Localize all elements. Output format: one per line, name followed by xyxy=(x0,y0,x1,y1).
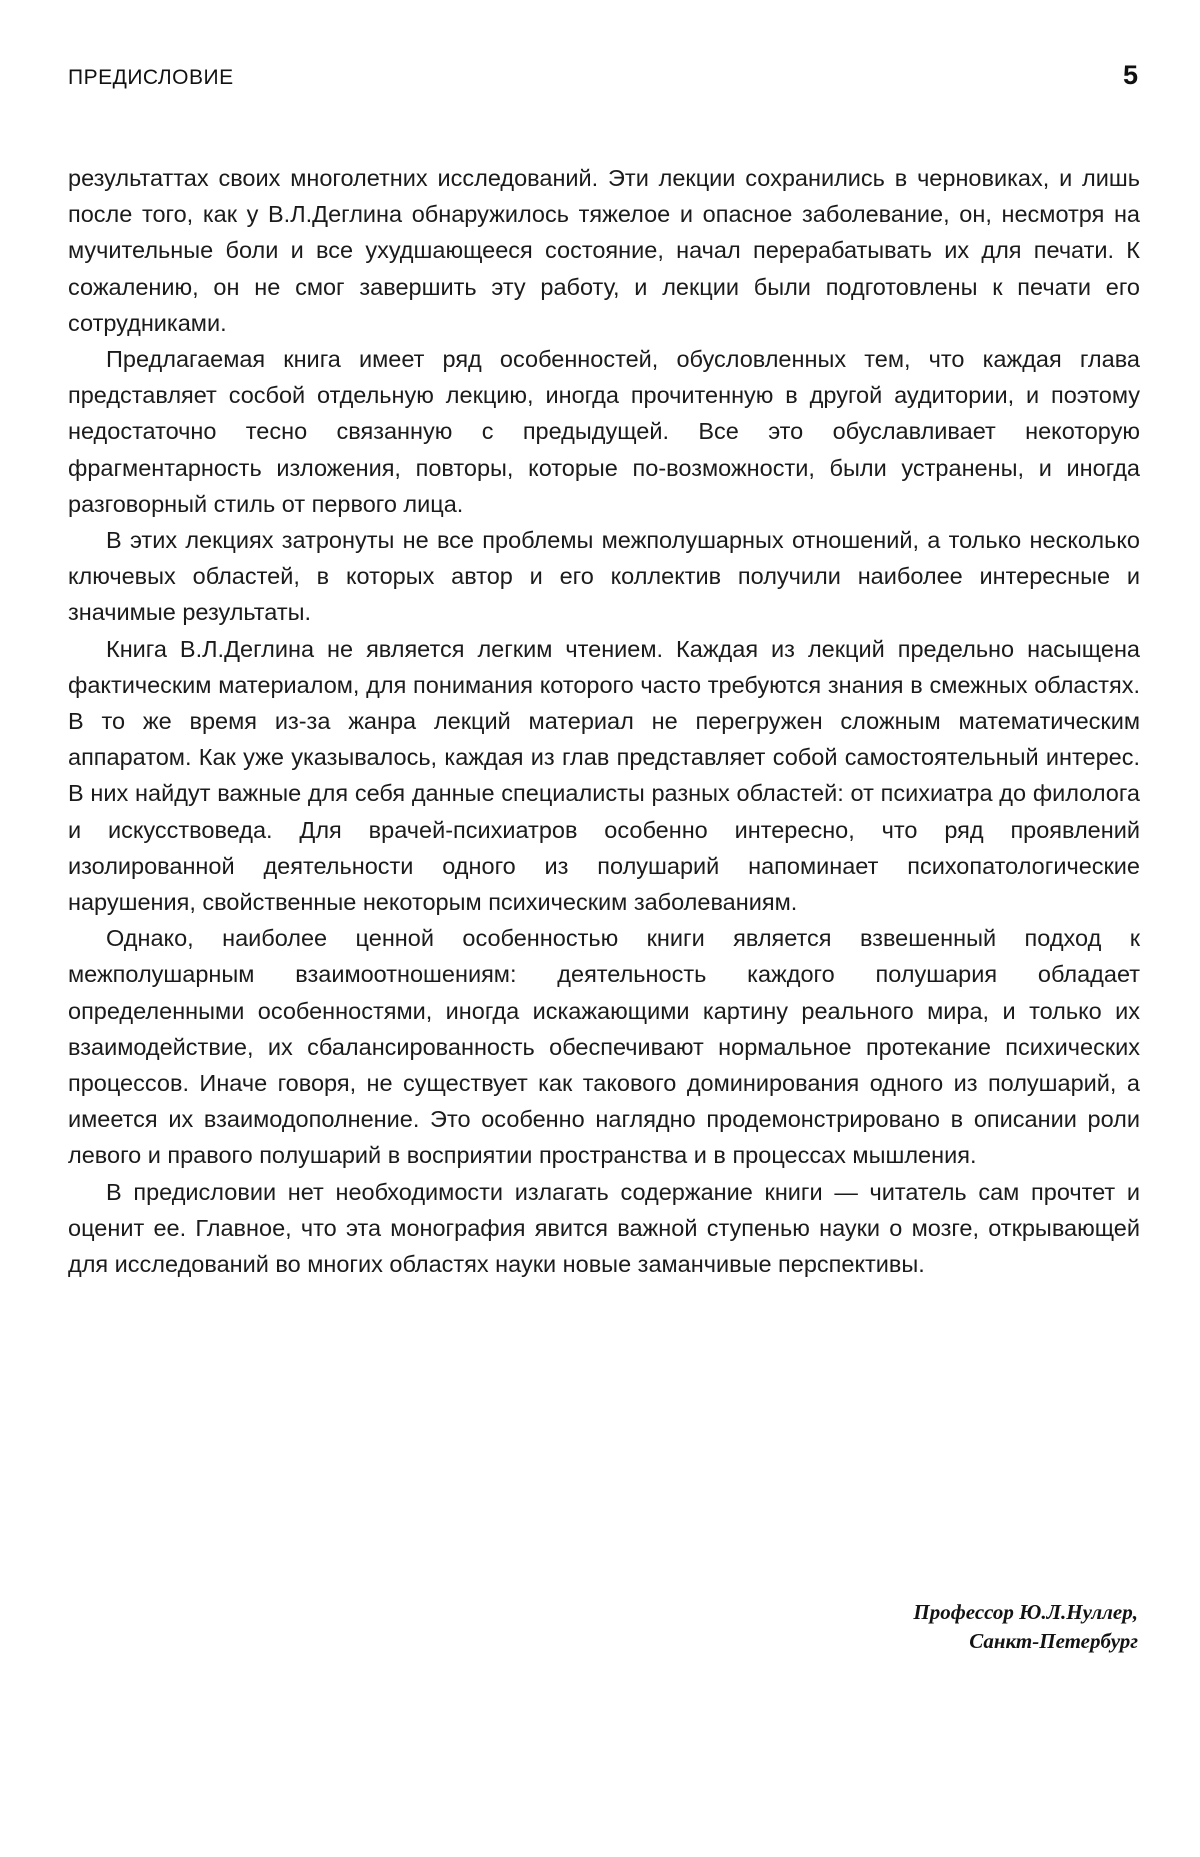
paragraph: Предлагаемая книга имеет ряд особенностей, обусловленных тем, что каждая глава представляет сосбой отдельную лекцию, иногда прочитенную в другой аудитории, и поэтому недостаточно тесно связанную с предыдущей. Все это обуславливает некоторую фрагментарность изложения, повторы, которые по-возможности, были устранены, и иногда разговорный стиль от первого лица. xyxy=(68,346,1140,517)
paragraph: Однако, наиболее ценной особенностью книги является взвешенный подход к межполушарным взаимоотношениям: деятельность каждого полушария обладает определенными особенностями, иногда искажающими картину реального мира, и только их взаимодействие, их сбалансированность обеспечивают нормальное протекание психических процессов. Иначе говоря, не существует как такового доминирования одного из полушарий, а имеется их взаимодополнение. Это особенно наглядно продемонстрировано в описании роли левого и правого полушарий в восприятии пространства и в процессах мышления. xyxy=(68,925,1140,1169)
body-text xyxy=(68,160,1140,1282)
signature-author: Профессор Ю.Л.Нуллер, xyxy=(913,1600,1138,1624)
paragraph: В этих лекциях затронуты не все проблемы межполушарных отношений, а только несколько ключевых областей, в которых автор и его коллектив получили наиболее интересные и значимые результаты. xyxy=(68,527,1140,626)
page-header xyxy=(68,60,1138,91)
running-title: ПРЕДИСЛОВИЕ xyxy=(68,66,234,89)
page-number: 5 xyxy=(1122,60,1138,90)
paragraph: В предисловии нет необходимости излагать содержание книги — читатель сам прочтет и оценит ее. Главное, что эта монография явится важной ступенью науки о мозге, открывающей для исследований во многих областях науки новые заманчивые перспективы. xyxy=(68,1178,1140,1278)
signature-city: Санкт-Петербург xyxy=(969,1629,1138,1653)
signature-block xyxy=(913,1598,1138,1656)
paragraph: результаттах своих многолетних исследований. Эти лекции сохранились в черновиках, и лишь после того, как у В.Л.Деглина обнаружилось тяжелое и опасное заболевание, он, несмотря на мучительные боли и все ухудшающееся состояние, начал перерабатывать их для печати. К сожалению, он не смог завершить эту работу, и лекции были подготовлены к печати его сотрудниками. xyxy=(68,165,1140,336)
paragraph: Книга В.Л.Деглина не является легким чтением. Каждая из лекций предельно насыщена фактическим материалом, для понимания которого часто требуются знания в смежных областях. В то же время из-за жанра лекций материал не перегружен сложным математическим аппаратом. Как уже указывалось, каждая из глав представляет собой самостоятельный интерес. В них найдут важные для себя данные специалисты разных областей: от психиатра до филолога и искусствоведа. Для врачей-психиатров особенно интересно, что ряд проявлений изолированной деятельности одного из полушарий напоминает психопатологические нарушения, свойственные некоторым психическим заболеваниям. xyxy=(68,635,1140,916)
